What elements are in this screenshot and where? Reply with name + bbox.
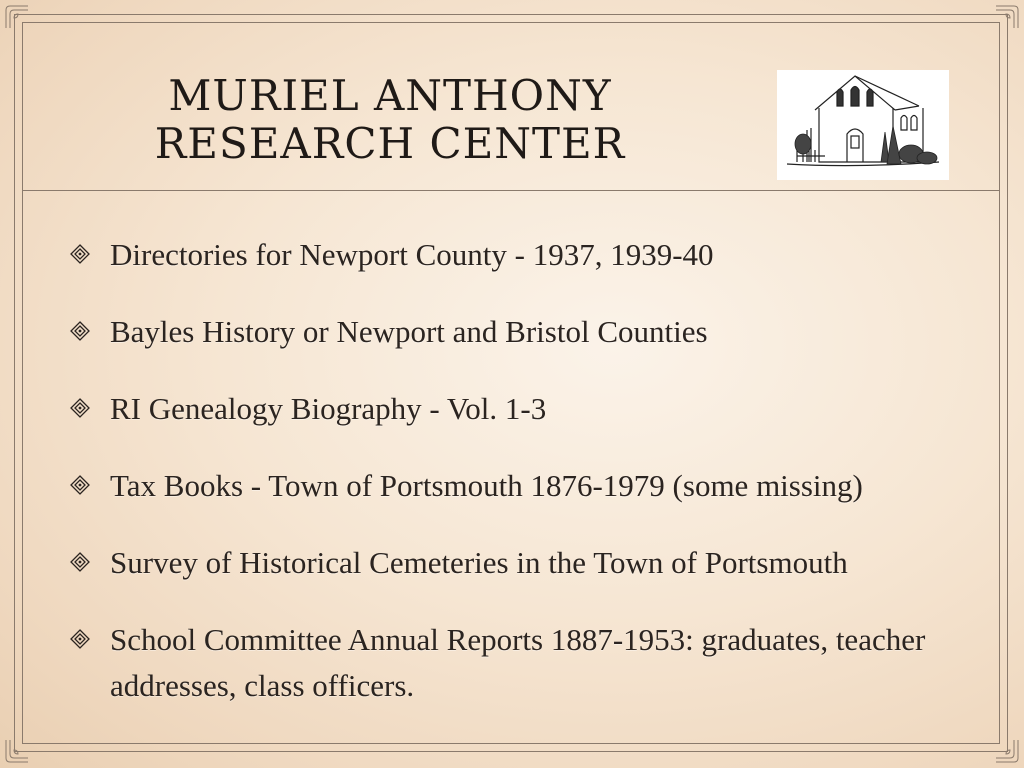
bullet-text: Survey of Historical Cemeteries in the Town of Portsmouth	[110, 545, 848, 580]
fleuron-diamond-icon	[70, 552, 90, 572]
bullet-text: Tax Books - Town of Portsmouth 1876-1979 (some missing)	[110, 468, 863, 503]
bullet-text: Directories for Newport County - 1937, 1939-40	[110, 237, 714, 272]
bullet-list	[70, 232, 970, 709]
church-building-icon	[777, 70, 949, 180]
list-item	[70, 232, 970, 278]
corner-ornament-icon	[4, 4, 30, 30]
title-line-1: MURIEL ANTHONY	[168, 71, 612, 120]
bullet-text: RI Genealogy Biography - Vol. 1-3	[110, 391, 547, 426]
list-item	[70, 309, 970, 355]
bullet-text: Bayles History or Newport and Bristol Counties	[110, 314, 708, 349]
list-item	[70, 540, 970, 586]
list-item	[70, 463, 970, 509]
corner-ornament-icon	[4, 738, 30, 764]
list-item	[70, 617, 970, 709]
corner-ornament-icon	[994, 4, 1020, 30]
fleuron-diamond-icon	[70, 398, 90, 418]
title-line-2: RESEARCH CENTER	[154, 119, 626, 168]
fleuron-diamond-icon	[70, 321, 90, 341]
fleuron-diamond-icon	[70, 475, 90, 495]
title-divider	[22, 190, 1000, 191]
corner-ornament-icon	[994, 738, 1020, 764]
fleuron-diamond-icon	[70, 244, 90, 264]
slide-title	[110, 72, 670, 168]
list-item	[70, 386, 970, 432]
bullet-text: School Committee Annual Reports 1887-1953: graduates, teacher addresses, class officers.	[110, 622, 926, 703]
church-sketch-logo	[777, 70, 949, 180]
fleuron-diamond-icon	[70, 629, 90, 649]
